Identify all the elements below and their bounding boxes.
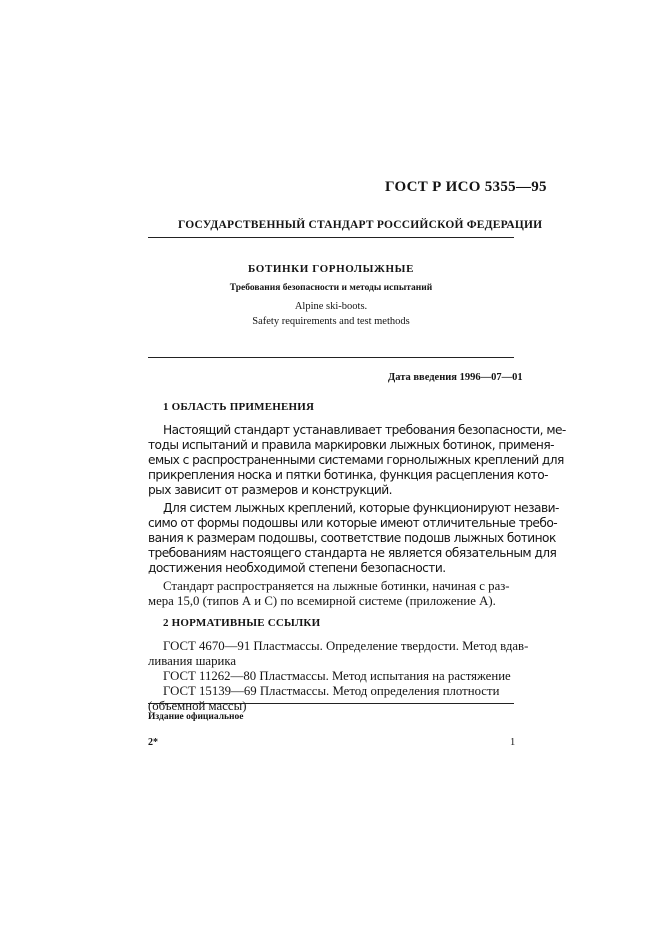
signature-mark: 2* (148, 737, 158, 748)
reference-line: ГОСТ 15139—69 Пластмассы. Метод определения плотности (163, 684, 500, 698)
paragraph-line: вания к размерам подошвы, соответствие подошв лыжных ботинок (148, 531, 556, 545)
product-title: БОТИНКИ ГОРНОЛЫЖНЫЕ (247, 263, 415, 275)
paragraph-line: Для систем лыжных креплений, которые функционируют незави- (163, 501, 559, 515)
paragraph-line: тоды испытаний и правила маркировки лыжных ботинок, применя- (148, 438, 554, 452)
document-code: ГОСТ Р ИСО 5355—95 (385, 179, 547, 195)
paragraph-line: достижения необходимой степени безопасности. (148, 561, 446, 575)
product-subtitle: Требования безопасности и методы испытаний (229, 283, 433, 293)
page-number: 1 (510, 737, 516, 748)
reference-line: ливания шарика (148, 654, 237, 668)
standard-title: ГОСУДАРСТВЕННЫЙ СТАНДАРТ РОССИЙСКОЙ ФЕДЕРАЦИИ (178, 219, 543, 231)
english-title-line-1: Alpine ski-boots. (294, 301, 368, 312)
english-title-line-2: Safety requirements and test methods (252, 316, 410, 327)
reference-line: ГОСТ 11262—80 Пластмассы. Метод испытания на растяжение (163, 669, 511, 683)
edition-note: Издание официальное (148, 712, 244, 722)
title-rule (148, 357, 514, 358)
intro-date: Дата введения 1996—07—01 (388, 372, 523, 383)
paragraph-line: емых с распространенными системами горнолыжных креплений для (148, 453, 564, 467)
section-heading-references: 2 НОРМАТИВНЫЕ ССЫЛКИ (163, 617, 321, 629)
header-rule (148, 237, 514, 238)
paragraph-line: мера 15,0 (типов А и С) по всемирной системе (приложение А). (148, 594, 496, 608)
section-heading-scope: 1 ОБЛАСТЬ ПРИМЕНЕНИЯ (163, 401, 315, 413)
paragraph-line: Настоящий стандарт устанавливает требования безопасности, ме- (163, 423, 566, 437)
reference-line: (объемной массы) (148, 699, 247, 713)
reference-line: ГОСТ 4670—91 Пластмассы. Определение твердости. Метод вдав- (163, 639, 529, 653)
paragraph-line: Стандарт распространяется на лыжные ботинки, начиная с раз- (163, 579, 510, 593)
paragraph-line: прикрепления носка и пятки ботинка, функция расцепления кото- (148, 468, 548, 482)
footer-separator (148, 703, 514, 704)
paragraph-line: симо от формы подошвы или которые имеют отличительные требо- (148, 516, 558, 530)
paragraph-line: рых зависит от размеров и конструкций. (148, 483, 392, 497)
paragraph-line: требованиям настоящего стандарта не является обязательным для (148, 546, 557, 560)
